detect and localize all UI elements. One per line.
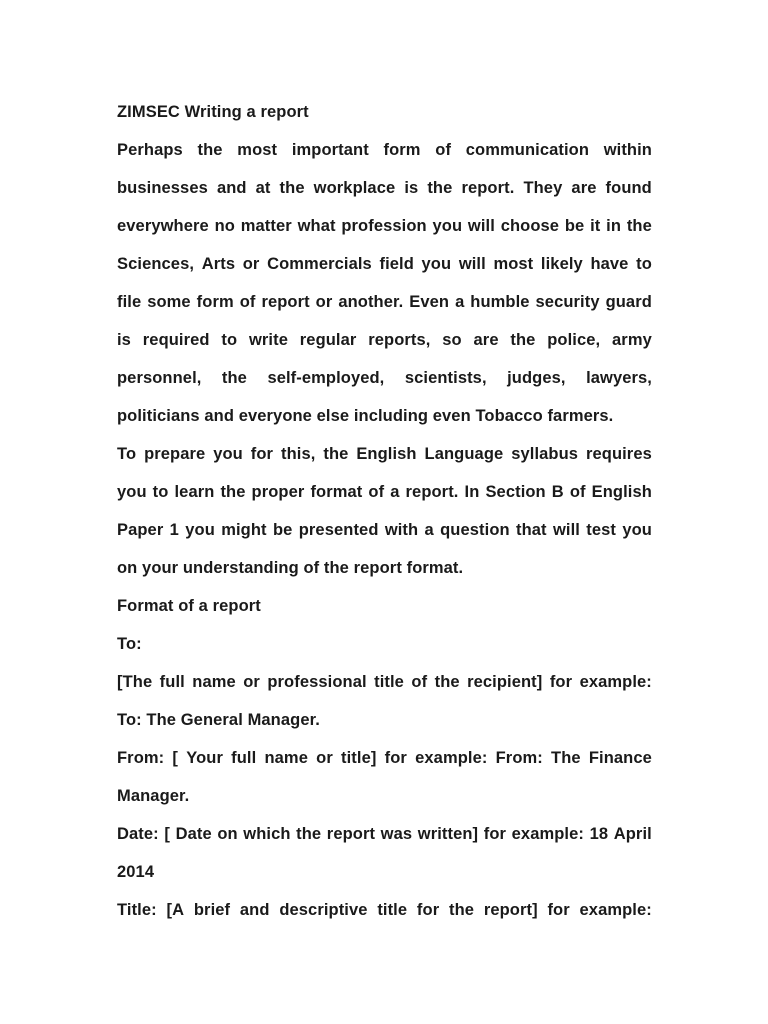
word: to [152,483,169,501]
word: you [421,255,452,273]
word: be [564,217,585,235]
word: the [220,483,246,501]
title-description [117,891,652,929]
word: the [296,825,322,843]
word: name [264,749,308,767]
word: form [383,141,421,159]
word: is [404,179,419,197]
text-line [117,245,652,283]
word: and [216,179,247,197]
text-line [117,739,652,777]
word: for [384,749,407,767]
word: it [590,217,601,235]
word: for [483,825,507,843]
word: some [147,293,191,311]
word: the [448,901,475,919]
text-line [117,511,652,549]
document-title: ZIMSEC Writing a report [117,103,309,121]
word: The [551,749,581,767]
paragraph-intro [117,131,652,435]
word: you [622,521,652,539]
word: requires [585,445,652,463]
word: full [159,673,185,691]
word: you [213,445,243,463]
document-page [117,93,652,929]
word: will [458,255,486,273]
paragraph-syllabus [117,435,652,587]
word: of [569,483,586,501]
text-line [117,359,652,397]
word: this, [281,445,316,463]
word: Date [175,825,212,843]
word: within [603,141,652,159]
text-line [117,321,652,359]
word: name [192,673,236,691]
word: [ [164,825,170,843]
text-line: Manager. [117,787,190,805]
word: form [196,293,234,311]
word: be [272,521,293,539]
word: report [261,293,310,311]
word: Your [186,749,223,767]
word: From: [495,749,543,767]
word: is [117,331,131,349]
to-description [117,663,652,739]
word: important [291,141,369,159]
word: Date: [117,825,159,843]
word: [A [166,901,185,919]
word: format [310,483,363,501]
word: or [315,293,333,311]
word: workplace [313,179,396,197]
text-line: on your understanding of the report format. [117,559,464,577]
word: what [297,217,336,235]
word: regular [299,331,357,349]
word: was [380,825,413,843]
word: guard [605,293,652,311]
word: communication [465,141,590,159]
word: the [510,331,536,349]
word: businesses [117,179,208,197]
word: a [390,483,400,501]
word: most [237,141,278,159]
word: might [221,521,267,539]
text-line [117,207,652,245]
text-line [117,891,652,929]
word: Even [409,293,450,311]
word: English [356,445,417,463]
word: a [424,521,434,539]
date-description [117,815,652,891]
word: 18 [589,825,609,843]
text-line [117,815,652,853]
word: army [612,331,652,349]
word: or [242,255,260,273]
word: profession [341,217,427,235]
word: will [467,217,495,235]
word: you [432,217,463,235]
text-line [117,169,652,207]
word: title [377,901,408,919]
word: title [374,673,404,691]
text-line [117,131,652,169]
word: to [636,255,652,273]
word: [The [117,673,153,691]
word: reports, [368,331,431,349]
word: [ [172,749,179,767]
word: for [250,445,274,463]
word: are [571,179,597,197]
word: on [217,825,238,843]
word: file [117,293,142,311]
word: security [535,293,600,311]
word: They [523,179,563,197]
word: likely [540,255,583,273]
word: self-employed, [267,369,385,387]
text-line [117,283,652,321]
word: Arts [201,255,236,273]
word: of [411,673,428,691]
word: scientists, [404,369,487,387]
word: In [464,483,480,501]
from-description [117,739,652,815]
word: To [117,445,137,463]
word: 1 [169,521,179,539]
word: title] [341,749,377,767]
word: Perhaps [117,141,183,159]
word: found [605,179,652,197]
text-line: To: The General Manager. [117,711,320,729]
word: report. [405,483,459,501]
word: example: [511,825,584,843]
word: full [231,749,257,767]
word: at [255,179,271,197]
word: most [493,255,534,273]
word: report] [483,901,538,919]
word: required [142,331,210,349]
word: everywhere [117,217,209,235]
word: judges, [507,369,566,387]
word: proper [251,483,305,501]
text-line [117,473,652,511]
word: you [117,483,147,501]
word: humble [470,293,530,311]
word: so [442,331,462,349]
word: brief [193,901,231,919]
word: Title: [117,901,157,919]
word: prepare [144,445,206,463]
word: to [221,331,238,349]
to-label: To: [117,635,142,653]
word: test [586,521,617,539]
word: descriptive [279,901,368,919]
word: From: [117,749,165,767]
text-line [117,663,652,701]
word: no [214,217,235,235]
text-line [117,435,652,473]
word: Commercials [267,255,372,273]
word: the [221,369,247,387]
word: Finance [588,749,652,767]
word: example: [415,749,488,767]
word: or [316,749,333,767]
word: field [379,255,414,273]
word: are [473,331,499,349]
word: report [326,825,376,843]
word: and [239,901,270,919]
word: police, [547,331,601,349]
word: with [384,521,419,539]
word: for [416,901,440,919]
word: presented [298,521,379,539]
format-heading: Format of a report [117,597,261,615]
word: have [590,255,629,273]
word: matter [240,217,292,235]
word: which [243,825,291,843]
word: B [551,483,564,501]
word: question [440,521,510,539]
word: the [323,445,349,463]
word: syllabus [511,445,579,463]
word: or [243,673,260,691]
word: report. [461,179,515,197]
word: Section [485,483,546,501]
word: will [552,521,580,539]
word: written] [417,825,479,843]
word: you [185,521,215,539]
word: Paper [117,521,164,539]
text-line: politicians and everyone else including even Tobacco farmers. [117,407,614,425]
word: lawyers, [586,369,652,387]
word: of [435,141,452,159]
word: the [434,673,460,691]
word: of [368,483,385,501]
word: choose [500,217,560,235]
word: English [591,483,652,501]
word: Sciences, [117,255,195,273]
word: example: [579,673,652,691]
word: for [549,673,573,691]
word: another. [338,293,404,311]
word: the [197,141,223,159]
word: for [547,901,570,919]
word: that [516,521,547,539]
word: a [455,293,465,311]
word: professional [267,673,367,691]
word: example: [579,901,652,919]
word: learn [174,483,215,501]
word: personnel, [117,369,202,387]
word: the [427,179,453,197]
word: in [606,217,622,235]
word: Language [424,445,504,463]
word: write [248,331,288,349]
word: the [626,217,652,235]
word: April [613,825,652,843]
word: recipient] [467,673,543,691]
word: of [239,293,256,311]
text-line: 2014 [117,863,155,881]
word: the [279,179,305,197]
